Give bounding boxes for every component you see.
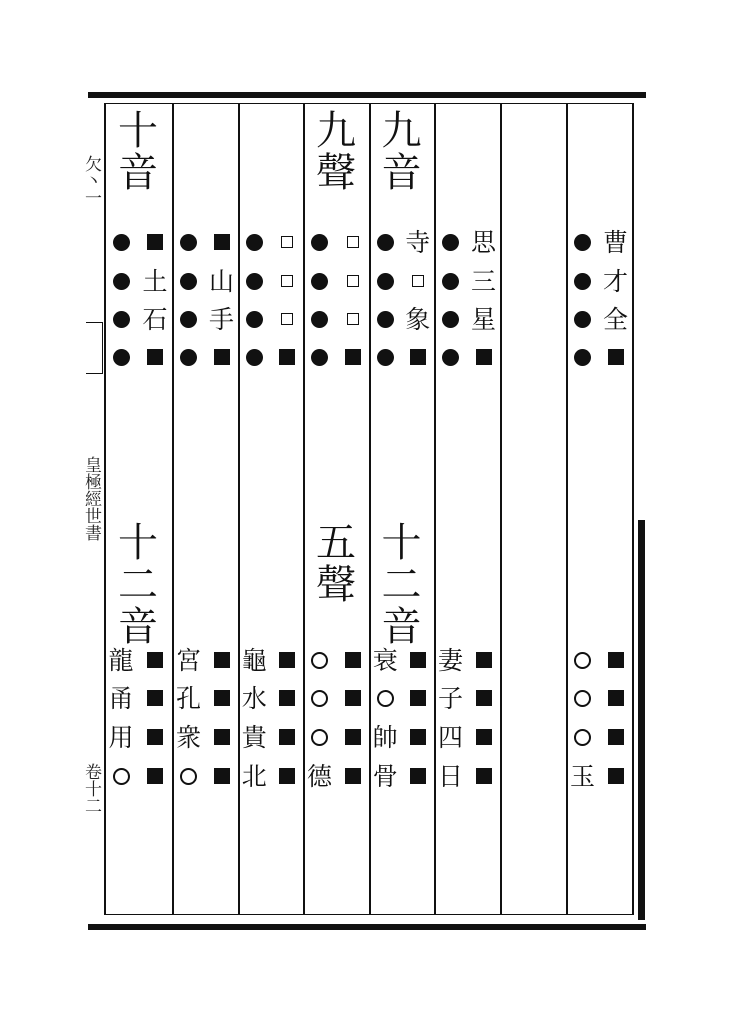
cell-slot	[271, 646, 304, 674]
filled-dot-mark	[246, 273, 263, 290]
rhyme-character: 妻	[437, 645, 463, 675]
filled-dot-mark	[574, 234, 591, 251]
rhyme-character: 孔	[175, 683, 201, 713]
rhyme-character: 北	[241, 761, 267, 791]
cell-slot	[467, 762, 500, 790]
lower-section-heading: 十二 音	[118, 520, 158, 650]
cell-slot	[238, 343, 271, 371]
cell-slot	[303, 305, 336, 333]
table-column	[500, 103, 566, 915]
open-circle-mark	[574, 690, 591, 707]
filled-square-mark	[410, 349, 426, 365]
cell-slot	[138, 305, 172, 333]
filled-dot-mark	[377, 234, 394, 251]
rhyme-character: 寺	[405, 227, 431, 257]
cell-slot	[205, 228, 238, 256]
filled-dot-mark	[113, 311, 130, 328]
cell-slot	[172, 684, 205, 712]
filled-dot-mark	[442, 349, 459, 366]
open-circle-mark	[311, 690, 328, 707]
cell-slot	[599, 228, 632, 256]
rhyme-character: 衆	[175, 722, 201, 752]
cell-slot	[303, 228, 336, 256]
cell-slot	[138, 684, 172, 712]
filled-square-mark	[608, 690, 624, 706]
cell-slot	[271, 762, 304, 790]
filled-square-mark	[345, 652, 361, 668]
open-circle-mark	[113, 768, 130, 785]
gutter-volume-label: 卷十二	[81, 762, 101, 814]
rhyme-character: 山	[208, 266, 234, 296]
cell-slot	[271, 228, 304, 256]
open-circle-mark	[311, 652, 328, 669]
filled-dot-mark	[246, 349, 263, 366]
rhyme-character: 甬	[108, 683, 134, 713]
cell-slot	[303, 267, 336, 295]
cell-slot	[104, 723, 138, 751]
cell-slot	[434, 305, 467, 333]
cell-slot	[434, 343, 467, 371]
cell-slot	[205, 646, 238, 674]
open-square-mark	[281, 275, 293, 287]
cell-slot	[172, 343, 205, 371]
cell-slot	[467, 723, 500, 751]
cell-slot	[336, 267, 369, 295]
cell-slot	[303, 684, 336, 712]
filled-square-mark	[345, 690, 361, 706]
cell-slot	[434, 762, 467, 790]
cell-slot	[336, 723, 369, 751]
cell-slot	[238, 228, 271, 256]
filled-dot-mark	[574, 273, 591, 290]
cell-slot	[303, 646, 336, 674]
rhyme-character: 龜	[241, 645, 267, 675]
filled-dot-mark	[113, 349, 130, 366]
table-column	[303, 103, 369, 915]
open-circle-mark	[574, 652, 591, 669]
cell-slot	[566, 343, 599, 371]
filled-square-mark	[147, 652, 163, 668]
cell-slot	[369, 684, 402, 712]
rhyme-character: 玉	[569, 761, 595, 791]
rhyme-character: 土	[142, 266, 168, 296]
cell-slot	[467, 228, 500, 256]
filled-dot-mark	[180, 349, 197, 366]
cell-slot	[369, 343, 402, 371]
filled-dot-mark	[180, 273, 197, 290]
cell-slot	[303, 723, 336, 751]
filled-square-mark	[476, 768, 492, 784]
cell-slot	[271, 684, 304, 712]
rhyme-character: 手	[208, 304, 234, 334]
rhyme-character: 龍	[108, 645, 134, 675]
table-column	[369, 103, 434, 915]
cell-slot	[566, 684, 599, 712]
rhyme-character: 帥	[372, 722, 398, 752]
rhyme-character: 三	[470, 266, 496, 296]
cell-slot	[402, 646, 435, 674]
cell-slot	[205, 305, 238, 333]
cell-slot	[138, 228, 172, 256]
cell-slot	[172, 646, 205, 674]
filled-square-mark	[608, 768, 624, 784]
filled-square-mark	[214, 349, 230, 365]
filled-square-mark	[279, 349, 295, 365]
filled-dot-mark	[442, 273, 459, 290]
filled-square-mark	[476, 349, 492, 365]
cell-slot	[434, 684, 467, 712]
cell-slot	[402, 305, 435, 333]
open-square-mark	[281, 236, 293, 248]
filled-square-mark	[279, 768, 295, 784]
cell-slot	[104, 228, 138, 256]
rhyme-character: 才	[602, 266, 628, 296]
filled-square-mark	[147, 768, 163, 784]
rhyme-character: 用	[108, 722, 134, 752]
filled-square-mark	[214, 768, 230, 784]
filled-dot-mark	[442, 311, 459, 328]
cell-slot	[599, 267, 632, 295]
cell-slot	[402, 762, 435, 790]
cell-slot	[599, 762, 632, 790]
rhyme-character: 日	[437, 761, 463, 791]
cell-slot	[205, 762, 238, 790]
open-square-mark	[347, 275, 359, 287]
cell-slot	[303, 762, 336, 790]
rhyme-character: 宮	[175, 645, 201, 675]
filled-dot-mark	[311, 234, 328, 251]
open-circle-mark	[377, 690, 394, 707]
open-circle-mark	[311, 729, 328, 746]
open-square-mark	[281, 313, 293, 325]
filled-dot-mark	[574, 349, 591, 366]
cell-slot	[138, 646, 172, 674]
cell-slot	[599, 305, 632, 333]
cell-slot	[369, 305, 402, 333]
filled-square-mark	[345, 768, 361, 784]
table-column	[566, 103, 632, 915]
cell-slot	[402, 343, 435, 371]
cell-slot	[434, 723, 467, 751]
cell-slot	[336, 646, 369, 674]
cell-slot	[104, 267, 138, 295]
filled-square-mark	[214, 234, 230, 250]
lower-section-heading: 五 聲	[316, 520, 356, 608]
cell-slot	[566, 305, 599, 333]
filled-dot-mark	[311, 349, 328, 366]
cell-slot	[205, 723, 238, 751]
cell-slot	[336, 228, 369, 256]
cell-slot	[336, 305, 369, 333]
filled-square-mark	[608, 652, 624, 668]
cell-slot	[238, 267, 271, 295]
cell-slot	[336, 762, 369, 790]
filled-square-mark	[279, 652, 295, 668]
filled-square-mark	[410, 768, 426, 784]
rhyme-character: 全	[602, 304, 628, 334]
open-square-mark	[347, 313, 359, 325]
rhyme-character: 曹	[602, 227, 628, 257]
cell-slot	[369, 723, 402, 751]
filled-dot-mark	[377, 349, 394, 366]
filled-dot-mark	[180, 234, 197, 251]
cell-slot	[467, 684, 500, 712]
cell-slot	[172, 267, 205, 295]
cell-slot	[172, 723, 205, 751]
cell-slot	[104, 762, 138, 790]
filled-square-mark	[345, 349, 361, 365]
rhyme-character: 星	[470, 304, 496, 334]
filled-square-mark	[279, 690, 295, 706]
table-column	[238, 103, 303, 915]
cell-slot	[238, 684, 271, 712]
filled-square-mark	[476, 690, 492, 706]
rhyme-character: 四	[437, 722, 463, 752]
cell-slot	[205, 684, 238, 712]
filled-square-mark	[214, 690, 230, 706]
cell-slot	[369, 762, 402, 790]
cell-slot	[566, 762, 599, 790]
cell-slot	[172, 228, 205, 256]
filled-dot-mark	[574, 311, 591, 328]
filled-square-mark	[608, 729, 624, 745]
section-heading: 九 音	[381, 108, 422, 196]
filled-dot-mark	[246, 234, 263, 251]
rhyme-character: 德	[306, 761, 332, 791]
cell-slot	[467, 305, 500, 333]
column-rule	[632, 103, 634, 915]
table-column	[434, 103, 500, 915]
cell-slot	[138, 343, 172, 371]
cell-slot	[238, 723, 271, 751]
open-circle-mark	[574, 729, 591, 746]
cell-slot	[599, 684, 632, 712]
cell-slot	[205, 343, 238, 371]
table-column	[104, 103, 172, 915]
filled-square-mark	[476, 652, 492, 668]
cell-slot	[369, 228, 402, 256]
cell-slot	[402, 267, 435, 295]
cell-slot	[434, 267, 467, 295]
filled-dot-mark	[180, 311, 197, 328]
rhyme-character: 水	[241, 683, 267, 713]
cell-slot	[599, 723, 632, 751]
filled-square-mark	[345, 729, 361, 745]
filled-square-mark	[147, 729, 163, 745]
gutter-top-text: 欠丶一	[81, 154, 101, 206]
cell-slot	[238, 762, 271, 790]
fishtail-mark	[86, 322, 103, 374]
rhyme-character: 象	[405, 304, 431, 334]
filled-dot-mark	[113, 234, 130, 251]
filled-square-mark	[476, 729, 492, 745]
filled-dot-mark	[442, 234, 459, 251]
cell-slot	[467, 343, 500, 371]
cell-slot	[566, 228, 599, 256]
cell-slot	[104, 305, 138, 333]
cell-slot	[369, 267, 402, 295]
cell-slot	[238, 646, 271, 674]
cell-slot	[566, 267, 599, 295]
filled-dot-mark	[246, 311, 263, 328]
cell-slot	[336, 684, 369, 712]
cell-slot	[238, 305, 271, 333]
filled-square-mark	[608, 349, 624, 365]
filled-dot-mark	[113, 273, 130, 290]
filled-square-mark	[279, 729, 295, 745]
filled-dot-mark	[311, 273, 328, 290]
cell-slot	[271, 343, 304, 371]
table-column	[172, 103, 238, 915]
cell-slot	[104, 343, 138, 371]
filled-square-mark	[410, 690, 426, 706]
cell-slot	[467, 267, 500, 295]
cell-slot	[599, 646, 632, 674]
rhyme-character: 貴	[241, 722, 267, 752]
cell-slot	[138, 723, 172, 751]
cell-slot	[172, 762, 205, 790]
cell-slot	[566, 723, 599, 751]
cell-slot	[402, 723, 435, 751]
cell-slot	[138, 267, 172, 295]
page-gutter	[70, 103, 100, 915]
filled-square-mark	[214, 652, 230, 668]
cell-slot	[303, 343, 336, 371]
filled-square-mark	[214, 729, 230, 745]
filled-square-mark	[147, 349, 163, 365]
section-heading: 九 聲	[316, 108, 356, 196]
rhyme-character: 思	[470, 227, 496, 257]
cell-slot	[104, 646, 138, 674]
cell-slot	[104, 684, 138, 712]
filled-square-mark	[147, 234, 163, 250]
gutter-book-title: 皇極經世書	[81, 455, 101, 541]
lower-section-heading: 十二 音	[381, 520, 422, 650]
cell-slot	[434, 228, 467, 256]
cell-slot	[271, 723, 304, 751]
cell-slot	[205, 267, 238, 295]
cell-slot	[138, 762, 172, 790]
cell-slot	[336, 343, 369, 371]
rhyme-character: 石	[142, 304, 168, 334]
cell-slot	[402, 684, 435, 712]
page-edge	[638, 520, 645, 920]
cell-slot	[271, 267, 304, 295]
rhyme-character: 子	[437, 683, 463, 713]
open-square-mark	[347, 236, 359, 248]
cell-slot	[566, 646, 599, 674]
rhyme-character: 骨	[372, 761, 398, 791]
rhyme-character: 衰	[372, 645, 398, 675]
cell-slot	[402, 228, 435, 256]
filled-square-mark	[147, 690, 163, 706]
cell-slot	[467, 646, 500, 674]
section-heading: 十 音	[118, 108, 158, 196]
cell-slot	[271, 305, 304, 333]
open-circle-mark	[180, 768, 197, 785]
filled-square-mark	[410, 652, 426, 668]
filled-dot-mark	[377, 311, 394, 328]
cell-slot	[599, 343, 632, 371]
filled-square-mark	[410, 729, 426, 745]
cell-slot	[434, 646, 467, 674]
filled-dot-mark	[377, 273, 394, 290]
open-square-mark	[412, 275, 424, 287]
cell-slot	[172, 305, 205, 333]
cell-slot	[369, 646, 402, 674]
filled-dot-mark	[311, 311, 328, 328]
